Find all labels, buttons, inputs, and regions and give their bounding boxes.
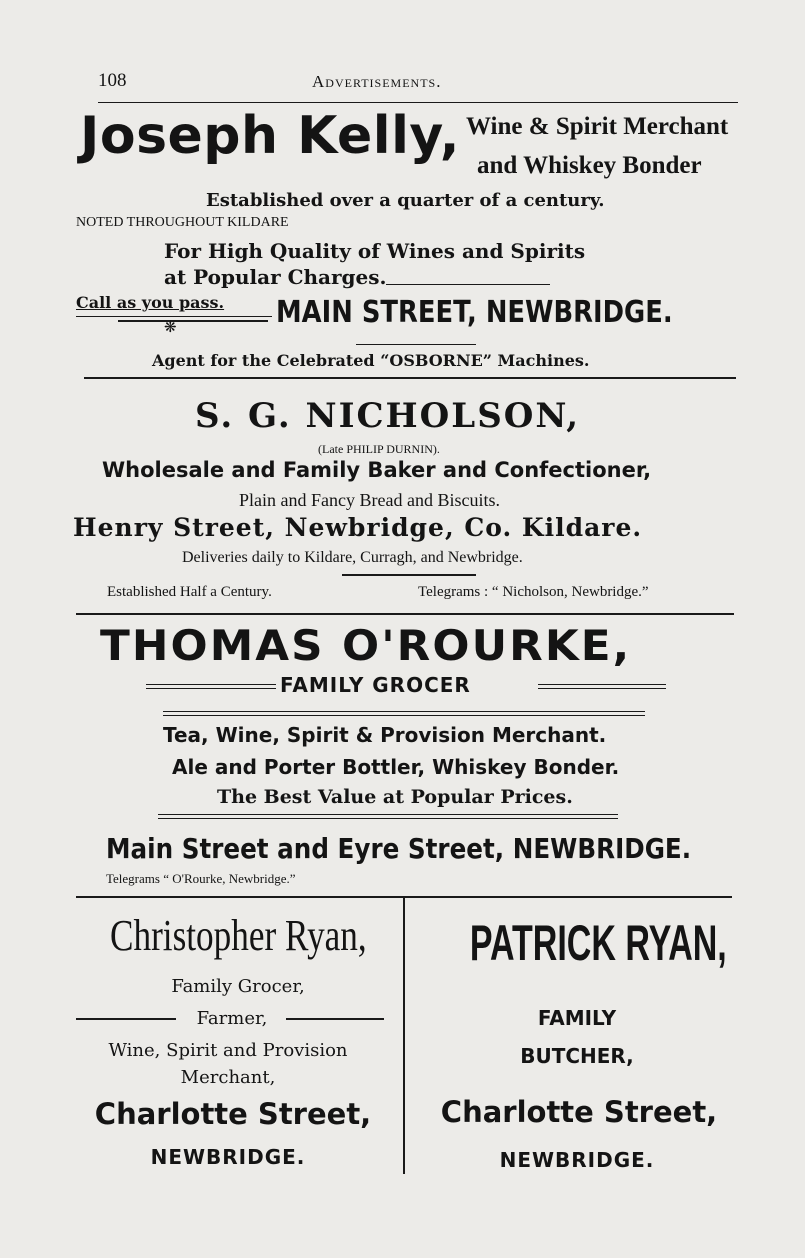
kelly-established: Established over a quarter of a century. — [206, 190, 605, 211]
section-divider — [84, 377, 736, 379]
patrick-trade1: FAMILY — [537, 1006, 617, 1030]
kelly-trade-line2: and Whiskey Bonder — [477, 152, 702, 179]
nicholson-address: Henry Street, Newbridge, Co. Kildare. — [73, 513, 643, 542]
nicholson-products: Plain and Fancy Bread and Biscuits. — [239, 490, 500, 510]
column-divider — [403, 898, 405, 1174]
orourke-rule4 — [158, 818, 618, 819]
kelly-quality-rule — [386, 284, 550, 285]
kelly-name: Joseph Kelly, — [80, 106, 461, 166]
orourke-trade-rule-left2 — [146, 688, 276, 689]
nicholson-short-rule — [342, 574, 476, 576]
kelly-quality-line1: For High Quality of Wines and Spirits — [164, 239, 586, 263]
nicholson-telegrams: Telegrams : “ Nicholson, Newbridge.” — [418, 584, 649, 600]
nicholson-late: (Late PHILIP DURNIN). — [318, 442, 440, 456]
christopher-street: Charlotte Street, — [94, 1097, 372, 1131]
nicholson-established: Established Half a Century. — [107, 584, 272, 600]
christopher-name: Christopher Ryan, — [110, 911, 367, 960]
orourke-line1: Tea, Wine, Spirit & Provision Merchant. — [163, 723, 607, 747]
nicholson-trade: Wholesale and Family Baker and Confectioner, — [102, 458, 652, 482]
kelly-quality-line2: at Popular Charges. — [164, 265, 387, 289]
christopher-rule-right — [286, 1018, 384, 1020]
orourke-name: THOMAS O'ROURKE, — [100, 621, 632, 670]
nicholson-deliveries: Deliveries daily to Kildare, Curragh, and Newbridge. — [182, 549, 523, 566]
orourke-address: Main Street and Eyre Street, NEWBRIDGE. — [106, 832, 692, 865]
christopher-rule-left — [76, 1018, 176, 1020]
christopher-trade2: Farmer, — [196, 1008, 268, 1029]
kelly-trade-line1: Wine & Spirit Merchant — [466, 113, 729, 140]
page-number: 108 — [98, 70, 127, 91]
patrick-trade2: BUTCHER, — [520, 1044, 634, 1068]
ornament-icon: ❋ — [164, 318, 177, 336]
patrick-name: PATRICK RYAN, — [469, 915, 727, 971]
patrick-street: Charlotte Street, — [440, 1095, 718, 1129]
section-divider — [76, 613, 734, 615]
christopher-town: NEWBRIDGE. — [150, 1145, 306, 1169]
kelly-agent: Agent for the Celebrated “OSBORNE” Machines. — [152, 351, 590, 370]
orourke-telegrams: Telegrams “ O'Rourke, Newbridge.” — [106, 871, 296, 886]
christopher-trade4: Merchant, — [180, 1067, 276, 1088]
christopher-trade3: Wine, Spirit and Provision — [108, 1040, 348, 1061]
orourke-rule — [163, 711, 645, 712]
orourke-line2: Ale and Porter Bottler, Whiskey Bonder. — [172, 755, 620, 779]
orourke-trade-rule-right — [538, 684, 666, 685]
orourke-trade-rule-right2 — [538, 688, 666, 689]
kelly-call: Call as you pass. — [76, 293, 225, 312]
header-rule — [98, 102, 738, 103]
orourke-line3: The Best Value at Popular Prices. — [217, 786, 573, 808]
patrick-town: NEWBRIDGE. — [499, 1148, 655, 1172]
orourke-trade-rule-left — [146, 684, 276, 685]
orourke-rule2 — [163, 715, 645, 716]
orourke-rule3 — [158, 814, 618, 815]
kelly-call-rule-heavy — [118, 320, 268, 322]
kelly-noted: NOTED THROUGHOUT KILDARE — [76, 215, 289, 230]
running-title: Advertisements. — [312, 72, 442, 91]
nicholson-name: S. G. NICHOLSON, — [195, 396, 581, 436]
orourke-trade: FAMILY GROCER — [280, 673, 471, 697]
christopher-trade1: Family Grocer, — [171, 976, 305, 997]
kelly-call-rule — [76, 316, 272, 317]
kelly-agent-rule — [356, 344, 476, 345]
kelly-address: MAIN STREET, NEWBRIDGE. — [276, 295, 673, 330]
